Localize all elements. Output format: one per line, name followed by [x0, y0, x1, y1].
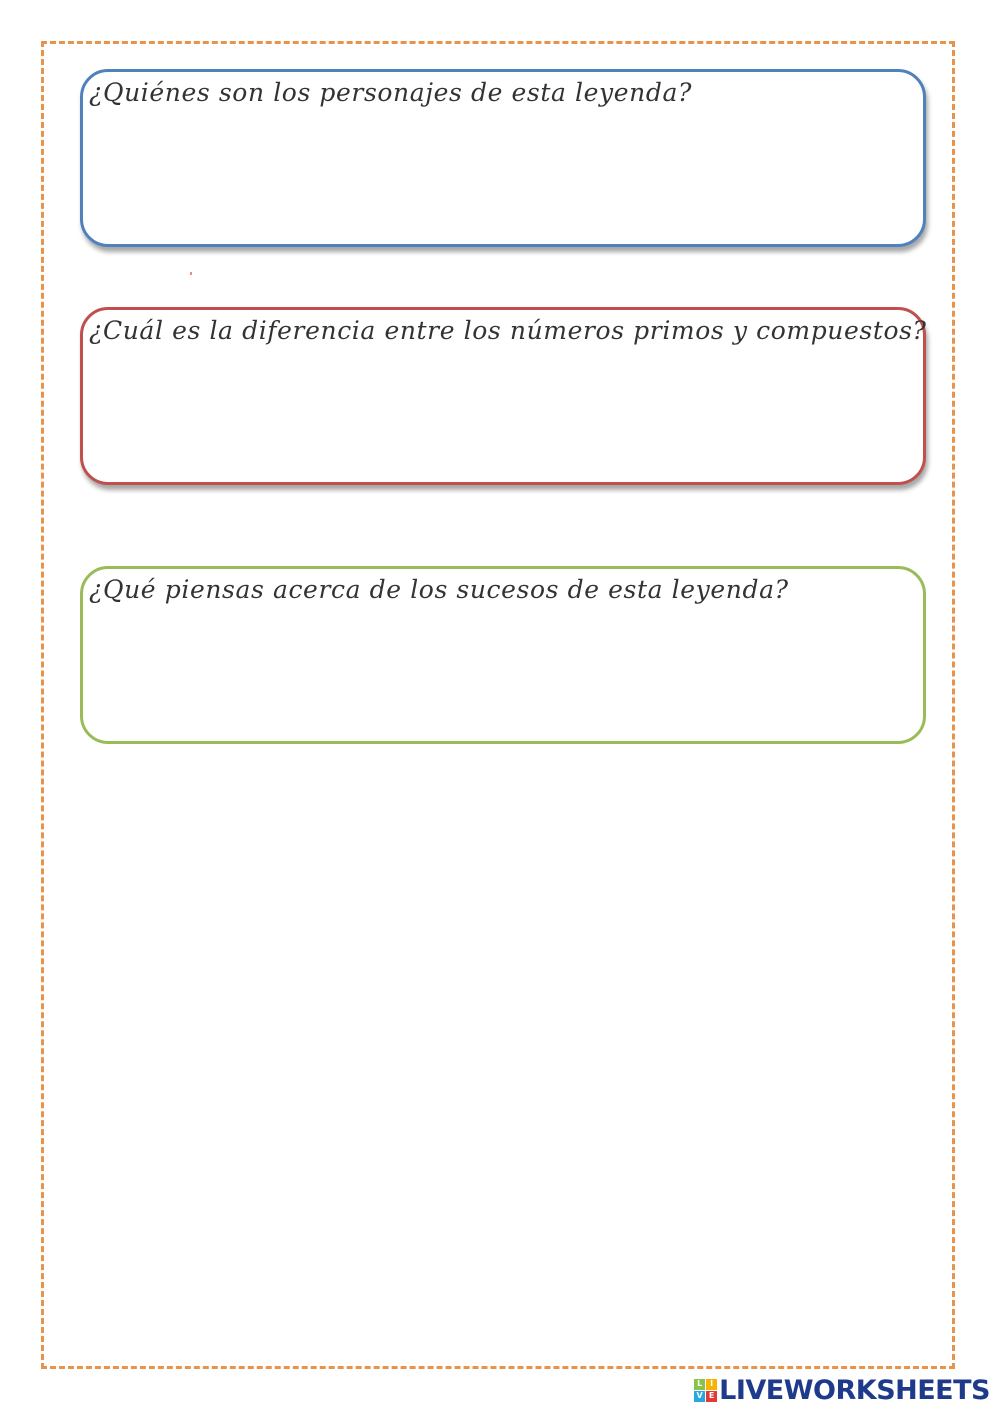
question-text: ¿Qué piensas acerca de los sucesos de esta leyenda? — [89, 575, 789, 604]
question-box-primes — [80, 307, 926, 485]
question-box-characters — [80, 69, 926, 247]
watermark-text: LIVEWORKSHEETS — [719, 1374, 990, 1406]
question-text: ¿Quiénes son los personajes de esta leyenda? — [89, 78, 692, 107]
question-text: ¿Cuál es la diferencia entre los números primos y compuestos? — [89, 316, 927, 345]
logo-letter: V — [694, 1391, 705, 1402]
liveworksheets-logo-icon — [694, 1379, 717, 1402]
answer-field-opinion[interactable] — [97, 621, 909, 727]
logo-letter: I — [706, 1379, 717, 1390]
answer-field-primes[interactable] — [97, 362, 909, 468]
stray-mark — [190, 272, 192, 275]
logo-letter: L — [694, 1379, 705, 1390]
logo-letter: E — [706, 1391, 717, 1402]
answer-field-characters[interactable] — [97, 124, 909, 230]
liveworksheets-watermark — [694, 1375, 990, 1405]
question-box-opinion — [80, 566, 926, 744]
